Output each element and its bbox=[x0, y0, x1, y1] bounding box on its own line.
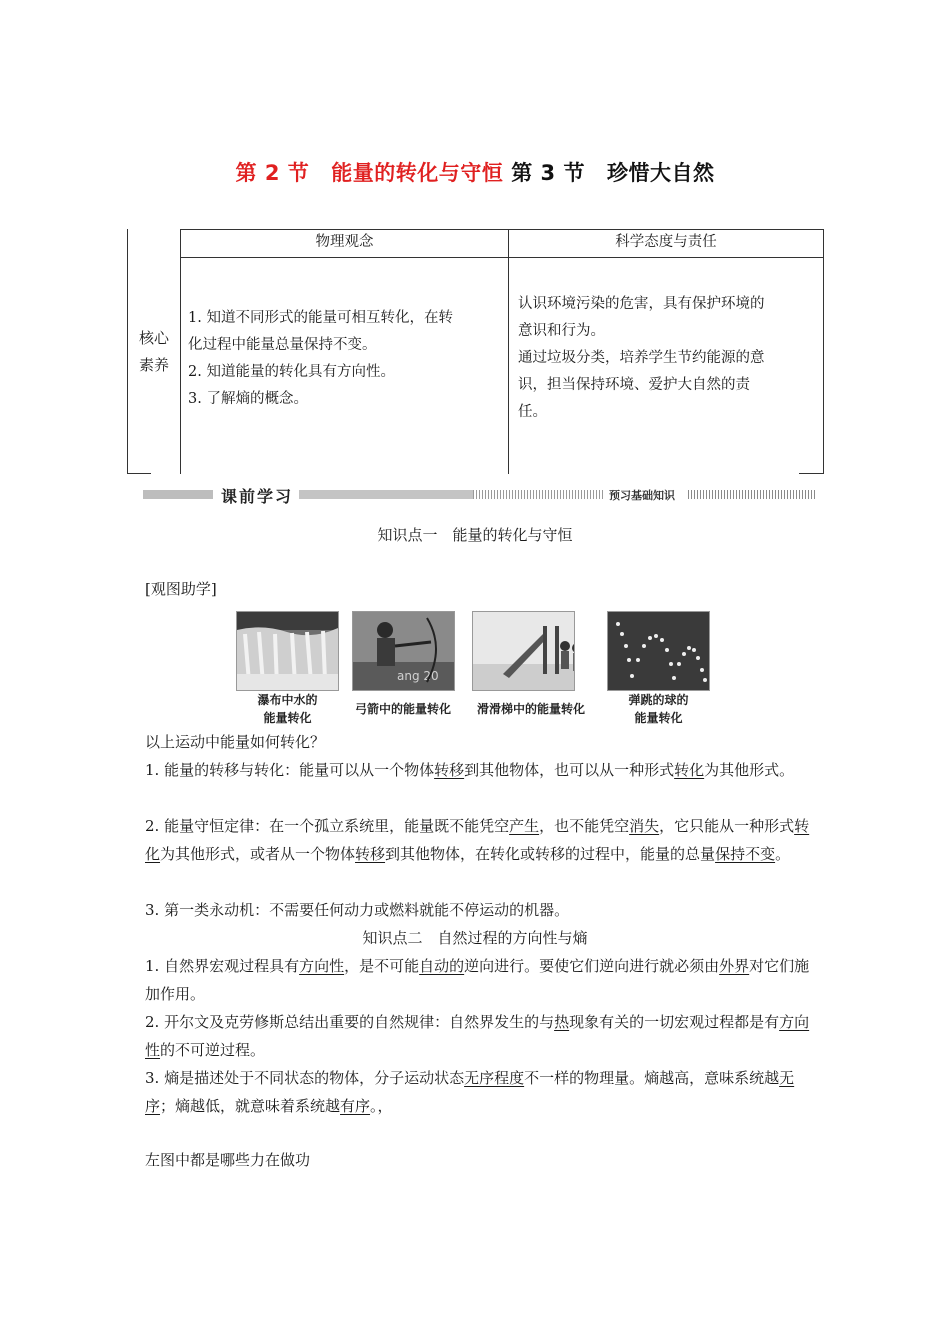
underlined-answer: 方向性 bbox=[145, 1013, 810, 1059]
banner-label: 课前学习 bbox=[215, 484, 299, 507]
physics-concept-content bbox=[188, 305, 503, 413]
scientific-attitude-line: 通过垃圾分类，培养学生节约能源的意 bbox=[518, 350, 765, 366]
caption-waterfall: 瀑布中水的 能量转化 bbox=[257, 693, 318, 725]
item-text: 的不可逆过程。 bbox=[160, 1041, 266, 1059]
core-literacy-table bbox=[127, 229, 824, 474]
underlined-answer: 外界 bbox=[719, 957, 750, 975]
item-text: 逆向进行。要使它们逆向进行就必须由 bbox=[464, 957, 720, 975]
item-text: 3. 熵是描述处于不同状态的物体，分子运动状态 bbox=[145, 1069, 465, 1087]
item-text: 。， bbox=[370, 1097, 393, 1115]
underlined-answer: 方向性 bbox=[299, 957, 345, 975]
item-text: ，是不可能 bbox=[344, 957, 420, 975]
item-text: 现象有关的一切宏观过程都是有 bbox=[569, 1013, 780, 1031]
item-text: 到其他物体，在转化或转移的过程中，能量的总量 bbox=[385, 845, 716, 863]
title-topic-2: 能量的转化与守恒 bbox=[331, 161, 504, 185]
page-title bbox=[0, 157, 950, 187]
question-text: 以上运动中能量如何转化？ bbox=[145, 733, 326, 751]
svg-text:ang 20: ang 20 bbox=[397, 669, 439, 683]
item-text: 不一样的物理量。熵越高，意味系统越 bbox=[524, 1069, 780, 1087]
footer-question: 左图中都是哪些力在做功 bbox=[145, 1151, 311, 1169]
physics-concept-line: 1. 知道不同形式的能量可相互转化，在转 bbox=[188, 310, 453, 326]
underlined-answer: 自动的 bbox=[419, 957, 465, 975]
underlined-answer: 产生 bbox=[509, 817, 540, 835]
underlined-answer: 转移 bbox=[355, 845, 386, 863]
energy-conservation-item bbox=[145, 812, 810, 868]
guide-label: [观图助学] bbox=[145, 580, 217, 598]
caption-archer: 弓箭中的能量转化 bbox=[354, 702, 451, 716]
col-header-physics-concept: 物理观念 bbox=[315, 234, 374, 250]
underlined-answer: 无序 bbox=[145, 1069, 795, 1115]
title-section-3: 第 3 节 bbox=[511, 161, 585, 185]
underlined-answer: 有序 bbox=[340, 1097, 371, 1115]
caption-slide: 滑滑梯中的能量转化 bbox=[476, 702, 585, 716]
underlined-answer: 保持不变 bbox=[715, 845, 776, 863]
perpetual-motion-item: 3. 第一类永动机：不需要任何动力或燃料就能不停运动的机器。 bbox=[145, 901, 570, 919]
title-section-2: 第 2 节 bbox=[235, 161, 310, 185]
underlined-answer: 转化 bbox=[674, 761, 705, 779]
col-header-scientific-attitude: 科学态度与责任 bbox=[615, 234, 717, 250]
item-text: 。 bbox=[775, 845, 791, 863]
bouncing-ball-image bbox=[607, 611, 710, 691]
physics-concept-line: 2. 知道能量的转化具有方向性。 bbox=[188, 364, 395, 380]
item-text: 2. 能量守恒定律：在一个孤立系统里，能量既不能凭空 bbox=[145, 817, 510, 835]
scientific-attitude-content bbox=[518, 291, 818, 426]
archer-image bbox=[352, 611, 455, 691]
kelvin-clausius-item bbox=[145, 1008, 810, 1064]
item-text: 1. 能量的转移与转化：能量可以从一个物体 bbox=[145, 761, 435, 779]
knowledge-point-1-heading: 知识点一 能量的转化与守恒 bbox=[377, 526, 573, 544]
energy-transfer-item bbox=[145, 756, 810, 784]
slide-image bbox=[472, 611, 575, 691]
direction-item bbox=[145, 952, 810, 1008]
scientific-attitude-line: 认识环境污染的危害，具有保护环境的 bbox=[518, 296, 765, 312]
title-topic-3: 珍惜大自然 bbox=[606, 161, 715, 185]
item-text: 2. 开尔文及克劳修斯总结出重要的自然规律：自然界发生的与 bbox=[145, 1013, 555, 1031]
item-text: 为其他形式，或者从一个物体 bbox=[160, 845, 356, 863]
waterfall-image bbox=[236, 611, 339, 691]
underlined-answer: 转移 bbox=[434, 761, 465, 779]
item-text: 到其他物体，也可以从一种形式 bbox=[464, 761, 675, 779]
underlined-answer: 热 bbox=[554, 1013, 570, 1031]
row-header-core-literacy: 核心 素养 bbox=[138, 329, 169, 374]
item-text: 1. 自然界宏观过程具有 bbox=[145, 957, 300, 975]
underlined-answer: 转化 bbox=[145, 817, 810, 863]
knowledge-point-2-heading: 知识点二 自然过程的方向性与熵 bbox=[362, 929, 588, 947]
underlined-answer: 无序程度 bbox=[464, 1069, 525, 1087]
banner-right-label: 预习基础知识 bbox=[605, 487, 679, 503]
entropy-item bbox=[145, 1064, 810, 1120]
physics-concept-line: 化过程中能量总量保持不变。 bbox=[188, 337, 377, 353]
caption-bouncing-ball: 弹跳的球的 能量转化 bbox=[628, 693, 689, 725]
item-text: ，也不能凭空 bbox=[539, 817, 630, 835]
item-text: ，它只能从一种形式 bbox=[659, 817, 795, 835]
item-text: ；熵越低，就意味着系统越 bbox=[160, 1097, 341, 1115]
underlined-answer: 消失 bbox=[629, 817, 660, 835]
physics-concept-line: 3. 了解熵的概念。 bbox=[188, 391, 308, 407]
scientific-attitude-line: 任。 bbox=[518, 404, 547, 420]
scientific-attitude-line: 识，担当保持环境、爱护大自然的责 bbox=[518, 377, 750, 393]
scientific-attitude-line: 意识和行为。 bbox=[518, 323, 605, 339]
item-text: 为其他形式。 bbox=[704, 761, 795, 779]
section-banner bbox=[143, 483, 815, 508]
item-text: 对它们施加作用。 bbox=[145, 957, 810, 1003]
